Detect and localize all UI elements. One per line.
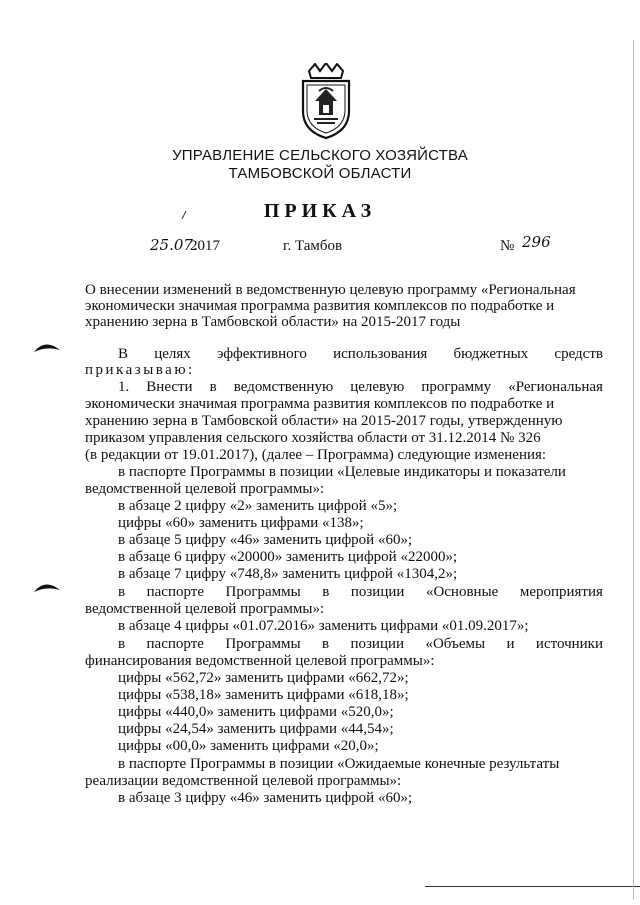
scan-edge-line [425, 886, 640, 887]
change-line-4: цифры «60» заменить цифрами «138»; [118, 515, 364, 531]
change-line-15: цифры «440,0» заменить цифрами «520,0»; [118, 704, 394, 720]
change-line-14: цифры «538,18» заменить цифрами «618,18»; [118, 687, 409, 703]
number-handwritten: 296 [522, 233, 551, 251]
change-line-1: в паспорте Программы в позиции «Целевые индикаторы и показатели [118, 464, 566, 480]
number-prefix: № [500, 238, 515, 254]
item1-line-5: (в редакции от 19.01.2017), (далее – Программа) следующие изменения: [85, 447, 547, 463]
change-line-13: цифры «562,72» заменить цифрами «662,72»; [118, 670, 409, 686]
pen-mark-icon [180, 210, 188, 220]
document-type-title: ПРИКАЗ [263, 200, 377, 222]
change-line-19: реализации ведомственной целевой программы»: [85, 773, 402, 789]
subject-line-2: экономически значимая программа развития комплексов по подработке и [85, 298, 555, 314]
change-line-11: в паспорте Программы в позиции «Объемы и источники [118, 636, 603, 652]
change-line-3: в абзаце 2 цифру «2» заменить цифрой «5»; [118, 498, 398, 514]
command-word: приказываю: [85, 362, 195, 378]
change-line-9: ведомственной целевой программы»: [85, 601, 325, 617]
change-line-2: ведомственной целевой программы»: [85, 481, 325, 497]
punch-hole-mark-top-icon [33, 338, 61, 354]
item1-line-2: экономически значимая программа развития комплексов по подработке и [85, 396, 555, 412]
change-line-6: в абзаце 6 цифру «20000» заменить цифрой «22000»; [118, 549, 458, 565]
scan-right-edge [633, 40, 634, 900]
change-line-18: в паспорте Программы в позиции «Ожидаемые конечные результаты [118, 756, 560, 772]
change-line-8: в паспорте Программы в позиции «Основные мероприятия [118, 584, 603, 600]
change-line-10: в абзаце 4 цифры «01.07.2016» заменить цифрами «01.09.2017»; [118, 618, 529, 634]
organization-name-line2: ТАМБОВСКОЙ ОБЛАСТИ [228, 165, 412, 182]
change-line-7: в абзаце 7 цифру «748,8» заменить цифрой «1304,2»; [118, 566, 458, 582]
change-line-5: в абзаце 5 цифру «46» заменить цифрой «60»; [118, 532, 413, 548]
change-line-16: цифры «24,54» заменить цифрами «44,54»; [118, 721, 394, 737]
intro-line: В целях эффективного использования бюджетных средств [118, 346, 603, 362]
organization-name-line1: УПРАВЛЕНИЕ СЕЛЬСКОГО ХОЗЯЙСТВА [172, 147, 468, 164]
coat-of-arms-icon [299, 63, 353, 139]
change-line-20: в абзаце 3 цифру «46» заменить цифрой «60»; [118, 790, 413, 806]
change-line-12: финансирования ведомственной целевой программы»: [85, 653, 435, 669]
item1-line-3: хранению зерна в Тамбовской области» на 2015-2017 годы, утвержденную [85, 413, 563, 429]
change-line-17: цифры «00,0» заменить цифрами «20,0»; [118, 738, 379, 754]
subject-line-3: хранению зерна в Тамбовской области» на 2015-2017 годы [85, 314, 461, 330]
punch-hole-mark-bottom-icon [33, 578, 61, 594]
city: г. Тамбов [283, 238, 343, 254]
date-handwritten: 25.07. [150, 236, 198, 254]
item1-line-1: 1. Внести в ведомственную целевую программу «Региональная [118, 379, 603, 395]
subject-line-1: О внесении изменений в ведомственную целевую программу «Региональная [85, 282, 576, 298]
item1-line-4: приказом управления сельского хозяйства области от 31.12.2014 № 326 [85, 430, 541, 446]
date-year: 2017 [190, 238, 220, 254]
